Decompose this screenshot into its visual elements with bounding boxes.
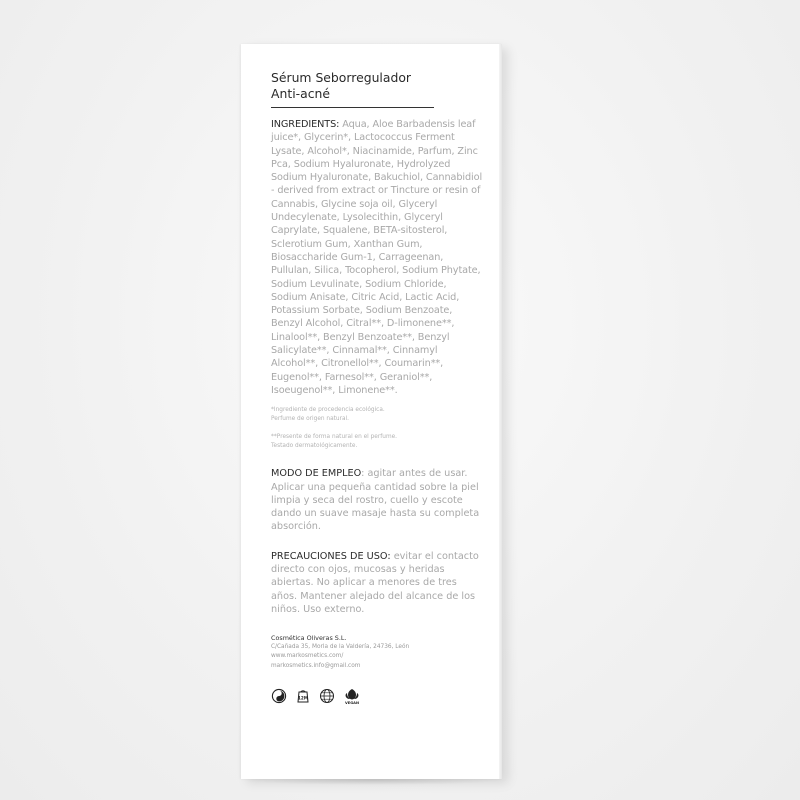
- ingredients-label: INGREDIENTS:: [271, 119, 340, 130]
- precautions-text: evitar el contacto directo con ojos, mucosas y heridas abiertas. No aplicar a menores de tres años. Mantener alejado del alcance de los niños. Uso externo.: [271, 550, 479, 615]
- product-title: [271, 70, 483, 101]
- recycle-green-dot-icon: [271, 688, 287, 704]
- pao-12m-icon: [295, 688, 311, 704]
- label-content: [271, 70, 483, 705]
- product-box-back-panel: [241, 44, 502, 779]
- ingredients-list: Aqua, Aloe Barbadensis leaf juice*, Glycerin*, Lactococcus Ferment Lysate, Alcohol*, Niacinamide, Parfum, Zinc Pca, Sodium Hyaluronate, Hydrolyzed Sodium Hyaluronate, Bakuchiol, Cannabidiol - derived from extract or Tincture or resin of Cannabis, Glycine soja oil, Glyceryl Undecylenate, Lysolecithin, Glyceryl Caprylate, Squalene, BETA-sitosterol, Sclerotium Gum, Xanthan Gum, Biosaccharide Gum-1, Carrageenan, Pullulan, Silica, Tocopherol, Sodium Phytate, Sodium Levulinate, Sodium Chloride, Sodium Anisate, Citric Acid, Lactic Acid, Potassium Sorbate, Sodium Benzoate, Benzyl Alcohol, Citral**, D-limonene**, Linalool**, Benzyl Benzoate**, Benzyl Salicylate**, Cinnamal**, Cinnamyl Alcohol**, Citronellol**, Coumarin**, Eugenol**, Farnesol**, Geraniol**, Isoeugenol**, Limonene**.: [271, 119, 483, 396]
- company-address: C/Cañada 35, Morla de la Valdería, 24736, León: [271, 644, 410, 651]
- vegan-label: VEGAN: [345, 700, 359, 705]
- company-info: [271, 634, 483, 671]
- footnote-organic-line2: Perfume de origen natural.: [271, 416, 349, 423]
- precautions-label: PRECAUCIONES DE USO:: [271, 550, 391, 562]
- footnote-perfume-line1: **Presente de forma natural en el perfume.: [271, 434, 398, 441]
- title-divider: [271, 107, 434, 108]
- precautions-paragraph: [271, 550, 483, 616]
- company-name: Cosmética Oliveras S.L.: [271, 634, 347, 643]
- pao-label: 12M: [298, 695, 308, 701]
- footnote-organic: [271, 406, 483, 424]
- footnote-organic-line1: *Ingrediente de procedencia ecológica.: [271, 407, 385, 414]
- footnote-perfume-line2: Testado dermatológicamente.: [271, 443, 358, 450]
- usage-label: MODO DE EMPLEO: [271, 468, 362, 480]
- footnote-perfume: [271, 433, 483, 451]
- company-email: markosmetics.info@gmail.com: [271, 662, 361, 669]
- usage-paragraph: [271, 467, 483, 533]
- product-title-line2: Anti-acné: [271, 85, 330, 101]
- vegan-leaf-icon: [343, 687, 361, 705]
- ingredients-paragraph: [271, 118, 483, 397]
- footnotes: [271, 406, 483, 451]
- company-website: www.markosmetics.com/: [271, 653, 344, 660]
- product-title-line1: Sérum Seborregulador: [271, 70, 411, 85]
- certification-icons: [271, 687, 483, 705]
- usage-text: : agitar antes de usar. Aplicar una pequeña cantidad sobre la piel limpia y seca del rostro, cuello y escote dando un suave masaje hasta su completa absorción.: [271, 468, 480, 533]
- cruelty-free-globe-icon: [319, 688, 335, 704]
- box-side-edge: [499, 44, 502, 779]
